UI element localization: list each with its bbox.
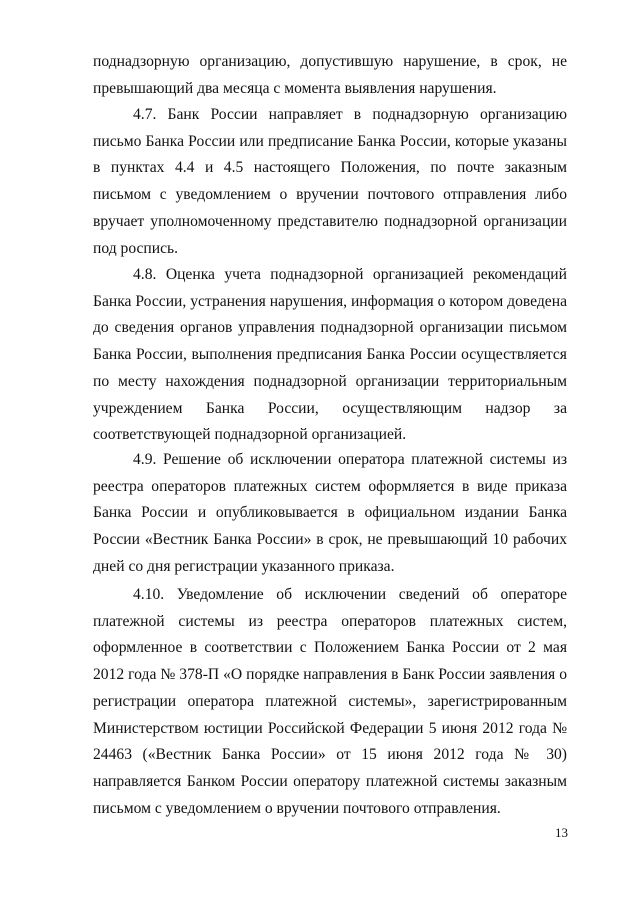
paragraph-continuation: поднадзорную организацию, допустившую нарушение, в срок, не превышающий два месяца с момента выявления нарушения. bbox=[93, 53, 567, 97]
paragraph-4-9: 4.9. Решение об исключении оператора платежной системы из реестра операторов платежных систем оформляется в виде приказа Банка России и опубликовывается в официальном издании Банка России «Вестник Банка России» в срок, не превышающий 10 рабочих дней со дня регистрации указанного приказа. bbox=[93, 451, 567, 575]
paragraph-4-8: 4.8. Оценка учета поднадзорной организацией рекомендаций Банка России, устранения нарушения, информация о котором доведена до сведения органов управления поднадзорной организации письмом Банка России, выполнения предписания Банка России осуществляется по месту нахождения поднадзорной организации территориальным учреждением Банка России, осуществляющим надзор за соответствующей поднадзорной организацией. bbox=[93, 266, 567, 444]
paragraph-4-7: 4.7. Банк России направляет в поднадзорную организацию письмо Банка России или предписание Банка России, которые указаны в пунктах 4.4 и 4.5 настоящего Положения, по почте заказным письмом с уведомлением о вручении почтового отправления либо вручает уполномоченному представителю поднадзорной организации под роспись. bbox=[93, 106, 567, 257]
page-number: 13 bbox=[555, 825, 568, 840]
paragraph-4-10: 4.10. Уведомление об исключении сведений об операторе платежной системы из реестра операторов платежных систем, оформленное в соответствии с Положением Банка России от 2 мая 2012 года № 378-П «О порядке направления в Банк России заявления о регистрации оператора платежной системы», зарегистрированным Министерством юстиции Российской Федерации 5 июня 2012 года № 24463 («Вестник Банка России» от 15 июня 2012 года № 30) направляется Банком России оператору платежной системы заказным письмом с уведомлением о вручении почтового отправления. bbox=[93, 586, 567, 817]
